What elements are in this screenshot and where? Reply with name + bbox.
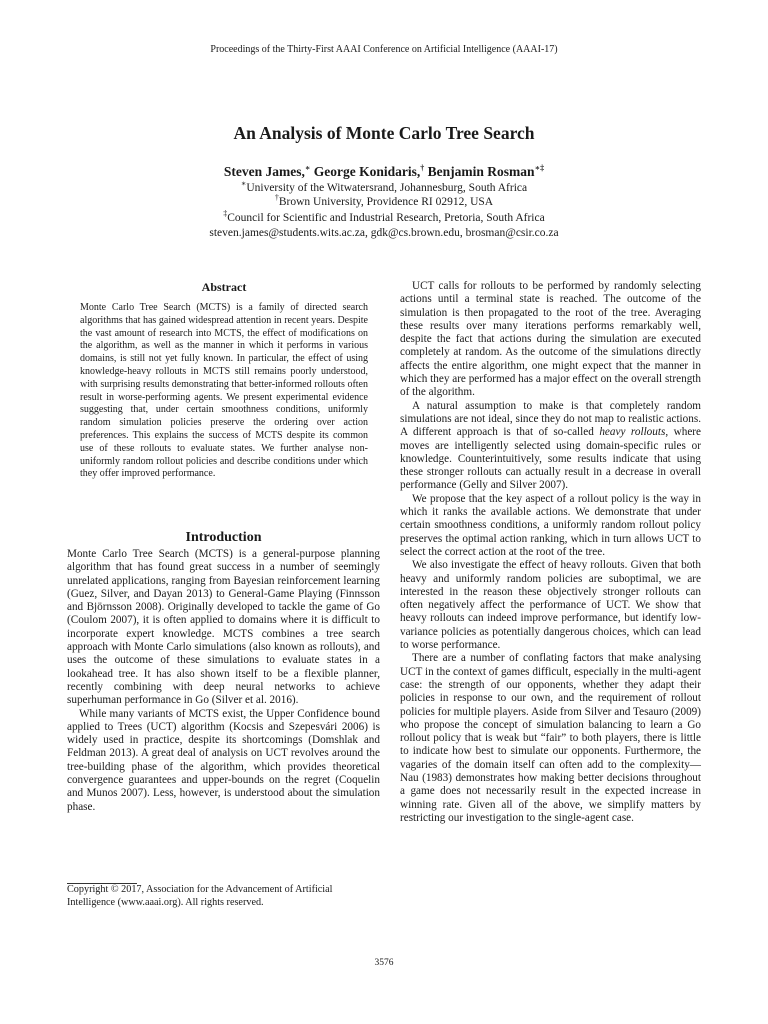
- author-mark: ∗: [304, 163, 311, 173]
- author-mark: †: [420, 163, 425, 173]
- proceedings-header: Proceedings of the Thirty-First AAAI Conference on Artificial Intelligence (AAAI-17): [210, 44, 558, 55]
- author-mark: ∗‡: [534, 163, 545, 173]
- affiliation-mark: †: [274, 193, 279, 203]
- introduction-heading: Introduction: [185, 530, 262, 545]
- copyright-notice: Copyright © 2017, Association for the Advancement of Artificial Intelligence (www.aaai.org). All rights reserved.: [67, 884, 333, 908]
- paragraph-text: A natural assumption to make is that completely random simulations are not ideal, since they do not map to realistic actions. A different approach is that of so-called: [400, 399, 701, 439]
- author-name: Benjamin Rosman: [424, 164, 535, 179]
- author-emails: steven.james@students.wits.ac.za, gdk@cs.brown.edu, brosman@csir.co.za: [209, 227, 559, 239]
- paragraph: Monte Carlo Tree Search (MCTS) is a general-purpose planning algorithm that has found great success in a number of seemingly unrelated applications, ranging from Bayesian reinforcement learning (Guez, Silver, and Dayan 2013) to General-Game Playing (Finnsson and Björnsson 2008). Originally developed to tackle the game of Go (Coulom 2007), it is often applied to domains where it is difficult to incorporate expert knowledge. MCTS combines a tree search approach with Monte Carlo simulations (also known as rollouts), and uses the outcome of these simulations to evaluate states in a lookahead tree. It has also shown itself to be a flexible planner, recently combining with deep neural networks to achieve superhuman performance in Go (Silver et al. 2016).: [67, 548, 380, 707]
- paragraph: There are a number of conflating factors that make analysing UCT in the context of games difficult, especially in the multi-agent case: the strength of our opponents, whether they adapt their policies in response to our own, and the requirement of rollout policies for multiple players. Aside from Silver and Tesauro (2009) who propose the concept of simulation balancing to learn a Go rollout policy that is weak but “fair” to both players, there is little to indicate how best to simulate our opponents. Furthermore, the vagaries of the domain itself can often add to the complexity—Nau (1983) demonstrates how making better decisions throughout a game does not necessarily result in the expected increase in winning rate. Given all of the above, we simplify matters by restricting our investigation to the single-agent case.: [400, 652, 701, 824]
- affiliation-text: Brown University, Providence RI 02912, USA: [278, 196, 494, 208]
- paragraph: While many variants of MCTS exist, the Upper Confidence bound applied to Trees (UCT) algorithm (Kocsis and Szepesvári 2006) is widely used in practice, despite its shortcomings (Domshlak and Feldman 2013). A great deal of analysis on UCT revolves around the tree-building phase of the algorithm, which provides theoretical convergence guarantees and upper-bounds on the regret (Coquelin and Munos 2007). Less, however, is understood about the simulation phase.: [67, 707, 380, 813]
- paragraph: [400, 400, 701, 493]
- paragraph-text: , where moves are intelligently selected using domain-specific rules or knowledge. Counterintuitively, some results indicate that using these stronger rollouts can actually result in a decrease in overall performance (Gelly and Silver 2007).: [400, 426, 701, 492]
- abstract-body: Monte Carlo Tree Search (MCTS) is a family of directed search algorithms that has gained widespread attention in recent years. Despite the vast amount of research into MCTS, the effect of modifications on the algorithm, as well as the manner in which it performs in various domains, is still not yet fully known. In particular, the effect of using knowledge-heavy rollouts in MCTS still remains poorly understood, with surprising results demonstrating that better-informed rollouts often result in worse-performing agents. We present experimental evidence suggesting that, under certain smoothness conditions, uniformly random simulation policies preserve the ordering over action preferences. This explains the success of MCTS despite its common use of these rollouts to evaluate states. We further analyse non-uniformly random rollout policies and describe conditions under which they offer improved performance.: [80, 302, 368, 480]
- abstract-heading: Abstract: [201, 280, 247, 294]
- affiliation-mark: ∗: [240, 179, 247, 189]
- author-list: [0, 164, 768, 180]
- paper-title: An Analysis of Monte Carlo Tree Search: [233, 123, 535, 143]
- affiliation: [0, 179, 768, 194]
- right-column-body: [400, 280, 701, 825]
- affiliation: [0, 193, 768, 208]
- author-name: George Konidaris,: [310, 164, 421, 179]
- paragraph: UCT calls for rollouts to be performed by randomly selecting actions until a terminal state is reached. The outcome of the simulation is then propagated to the root of the tree. Averaging these results over many iterations performs remarkably well, despite the fact that actions during the simulation are executed completely at random. As the outcome of the simulations directly affects the entire algorithm, one might expect that the manner in which they are performed has a major effect on the overall strength of the algorithm.: [400, 280, 701, 399]
- introduction-body: [67, 548, 380, 814]
- affiliation: [0, 209, 768, 224]
- author-name: Steven James,: [223, 164, 305, 179]
- affiliation-mark: ‡: [223, 209, 228, 219]
- emphasis-text: heavy rollouts: [599, 426, 666, 439]
- page-number: 3576: [374, 958, 394, 968]
- paragraph: We propose that the key aspect of a rollout policy is the way in which it ranks the available actions. We demonstrate that under certain smoothness conditions, a uniformly random rollout policy preserves the optimal action ranking, which in turn allows UCT to select the correct action at the root of the tree.: [400, 492, 701, 558]
- affiliation-text: Council for Scientific and Industrial Research, Pretoria, South Africa: [227, 212, 545, 224]
- affiliation-text: University of the Witwatersrand, Johannesburg, South Africa: [246, 182, 528, 194]
- paragraph: We also investigate the effect of heavy rollouts. Given that both heavy and uniformly random policies are suboptimal, we are interested in the reason these objectively stronger rollouts can often negatively affect the performance of UCT. We show that heavy rollouts can indeed improve performance, but identify low-variance policies as potentially dangerous choices, which can lead to worse performance.: [400, 559, 701, 652]
